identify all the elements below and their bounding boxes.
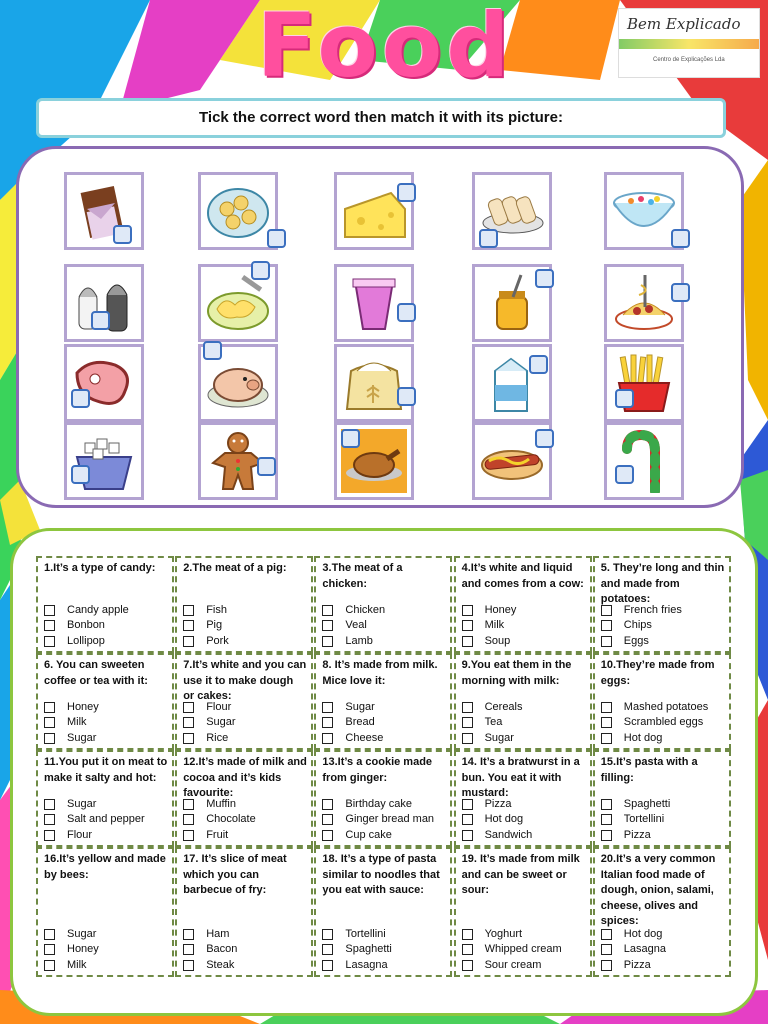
question-text: 5. They’re long and thin and made from potatoes:: [600, 562, 725, 605]
answer-options: [462, 797, 533, 844]
answer-label: Tortellini: [623, 813, 665, 825]
tick-checkbox[interactable]: [183, 929, 194, 940]
answer-label: Sour cream: [484, 958, 542, 971]
answer-options: [44, 700, 99, 747]
question-cell: [36, 750, 174, 847]
answer-option[interactable]: [322, 618, 385, 634]
answer-options: [44, 797, 145, 844]
scrambled-eggs-icon: [205, 271, 271, 335]
answer-label: Hot dog: [623, 731, 663, 744]
tick-checkbox[interactable]: [462, 605, 473, 616]
match-box[interactable]: [71, 389, 90, 408]
tick-checkbox[interactable]: [322, 733, 333, 744]
tick-checkbox[interactable]: [44, 814, 55, 825]
answer-option[interactable]: [322, 958, 391, 974]
tick-checkbox[interactable]: [462, 717, 473, 728]
question-cell: [36, 653, 174, 750]
answer-options: [322, 700, 383, 747]
logo-name: Bem Explicado: [627, 15, 741, 33]
answer-option[interactable]: [44, 731, 99, 747]
logo-stripe: [619, 39, 759, 49]
question-cell: [36, 847, 174, 977]
question-cell: [454, 750, 592, 847]
answer-option[interactable]: [322, 797, 434, 813]
answer-option[interactable]: [601, 715, 708, 731]
tick-checkbox[interactable]: [601, 830, 612, 841]
answer-label: Sugar: [345, 700, 375, 713]
answer-label: Ham: [206, 927, 230, 940]
answer-label: Honey: [67, 700, 99, 713]
question-text: 11.You put it on meat to make it salty and hot:: [44, 756, 168, 784]
cheese-picture: [334, 172, 414, 250]
answer-label: Yoghurt: [484, 927, 523, 940]
answer-options: [44, 603, 129, 650]
answer-option[interactable]: [183, 927, 237, 943]
answer-options: [44, 927, 99, 974]
question-cell: [314, 653, 452, 750]
tick-checkbox[interactable]: [462, 799, 473, 810]
answer-options: [183, 797, 256, 844]
answer-option[interactable]: [601, 927, 666, 943]
tick-checkbox[interactable]: [462, 620, 473, 631]
answer-label: Lasagna: [623, 943, 667, 955]
answer-option[interactable]: [183, 603, 229, 619]
match-box[interactable]: [615, 465, 634, 484]
answer-label: Muffin: [206, 797, 236, 810]
answer-option[interactable]: [44, 828, 145, 844]
tick-checkbox[interactable]: [322, 717, 333, 728]
ravioli-icon: [205, 179, 271, 243]
match-box[interactable]: [341, 429, 360, 448]
answer-options: [601, 797, 670, 844]
answer-option[interactable]: [44, 603, 129, 619]
tick-checkbox[interactable]: [601, 605, 612, 616]
answer-option[interactable]: [322, 700, 383, 716]
french-fries-picture: [604, 344, 684, 422]
answer-options: [601, 927, 666, 974]
question-text: 8. It’s made from milk. Mice love it:: [322, 659, 438, 687]
answer-option[interactable]: [322, 603, 385, 619]
match-box[interactable]: [479, 229, 498, 248]
answer-option[interactable]: [601, 731, 708, 747]
answer-label: Milk: [67, 716, 87, 728]
tick-checkbox[interactable]: [601, 929, 612, 940]
question-text: 6. You can sweeten coffee or tea with it:: [44, 659, 148, 687]
tick-checkbox[interactable]: [322, 929, 333, 940]
answer-label: Flour: [206, 700, 232, 713]
answer-option[interactable]: [183, 797, 256, 813]
answer-label: Veal: [345, 619, 367, 631]
match-box[interactable]: [91, 311, 110, 330]
scrambled-eggs-picture: [198, 264, 278, 342]
tick-checkbox[interactable]: [183, 620, 194, 631]
tick-checkbox[interactable]: [44, 830, 55, 841]
tick-checkbox[interactable]: [601, 702, 612, 713]
answer-option[interactable]: [462, 603, 517, 619]
honey-jar-picture: [472, 264, 552, 342]
question-cell: [314, 750, 452, 847]
flour-sack-picture: [334, 344, 414, 422]
answer-option[interactable]: [44, 618, 129, 634]
tick-checkbox[interactable]: [44, 944, 55, 955]
tick-checkbox[interactable]: [462, 830, 473, 841]
answer-label: Tortellini: [345, 927, 386, 940]
instruction-banner: Tick the correct word then match it with its picture:: [36, 98, 726, 138]
answer-label: Honey: [67, 943, 99, 955]
question-grid: [36, 556, 732, 980]
answer-label: Scrambled eggs: [623, 716, 704, 728]
question-text: 19. It’s made from milk and can be sweet or sour:: [461, 853, 580, 896]
answer-label: Pizza: [623, 828, 651, 841]
pig-picture: [198, 344, 278, 422]
chocolate-bar-picture: [64, 172, 144, 250]
answer-option[interactable]: [462, 942, 562, 958]
answer-label: Soup: [484, 634, 511, 647]
tick-checkbox[interactable]: [322, 799, 333, 810]
answer-option[interactable]: [462, 812, 533, 828]
answer-option[interactable]: [183, 812, 256, 828]
answer-option[interactable]: [183, 958, 237, 974]
match-box[interactable]: [397, 387, 416, 406]
answer-option[interactable]: [322, 927, 391, 943]
answer-options: [601, 603, 682, 650]
answer-label: Ginger bread man: [345, 813, 435, 825]
answer-options: [462, 700, 523, 747]
answer-label: Flour: [67, 828, 93, 841]
answer-label: Sugar: [484, 731, 514, 744]
answer-label: Candy apple: [67, 603, 129, 616]
tick-checkbox[interactable]: [601, 960, 612, 971]
answer-option[interactable]: [183, 731, 235, 747]
logo: [618, 8, 760, 78]
answer-option[interactable]: [462, 634, 517, 650]
answer-label: Sandwich: [484, 828, 533, 841]
answer-label: Salt and pepper: [67, 813, 145, 825]
question-text: 3.The meat of a chicken:: [322, 562, 403, 590]
cereal-bowl-icon: [611, 179, 677, 243]
question-text: 10.They’re made from eggs:: [600, 659, 715, 687]
tick-checkbox[interactable]: [462, 960, 473, 971]
question-text: 20.It’s a very common Italian food made of dough, onion, salami, cheese, olives and spices:: [600, 853, 716, 927]
answer-label: Whipped cream: [484, 943, 562, 955]
match-box[interactable]: [71, 465, 90, 484]
answer-options: [462, 603, 517, 650]
tick-checkbox[interactable]: [322, 830, 333, 841]
tick-checkbox[interactable]: [601, 717, 612, 728]
tick-checkbox[interactable]: [44, 636, 55, 647]
answer-option[interactable]: [44, 958, 99, 974]
answer-label: Spaghetti: [623, 797, 671, 810]
answer-option[interactable]: [601, 812, 670, 828]
question-text: 15.It’s pasta with a filling:: [600, 756, 698, 784]
answer-label: Cup cake: [345, 828, 392, 841]
tick-checkbox[interactable]: [44, 799, 55, 810]
answer-label: Fruit: [206, 828, 229, 841]
tick-checkbox[interactable]: [44, 702, 55, 713]
question-cell: [454, 556, 592, 653]
answer-option[interactable]: [44, 927, 99, 943]
match-box[interactable]: [535, 429, 554, 448]
question-cell: [314, 556, 452, 653]
milk-carton-picture: [472, 344, 552, 422]
question-text: 7.It’s white and you can use it to make dough or cakes:: [183, 659, 307, 702]
answer-option[interactable]: [44, 942, 99, 958]
question-cell: [175, 847, 313, 977]
question-cell: [593, 750, 731, 847]
tick-checkbox[interactable]: [183, 960, 194, 971]
tick-checkbox[interactable]: [322, 636, 333, 647]
tick-checkbox[interactable]: [601, 636, 612, 647]
answer-label: Sugar: [67, 927, 97, 940]
steak-picture: [64, 344, 144, 422]
gingerbread-man-picture: [198, 422, 278, 500]
answer-label: Chicken: [345, 603, 386, 616]
tick-checkbox[interactable]: [322, 620, 333, 631]
tick-checkbox[interactable]: [44, 733, 55, 744]
tick-checkbox[interactable]: [322, 960, 333, 971]
tick-checkbox[interactable]: [183, 605, 194, 616]
answer-label: Sugar: [67, 797, 97, 810]
match-box[interactable]: [267, 229, 286, 248]
answer-option[interactable]: [462, 700, 523, 716]
tick-checkbox[interactable]: [183, 814, 194, 825]
flour-sack-icon: [341, 351, 407, 415]
tick-checkbox[interactable]: [183, 830, 194, 841]
answer-option[interactable]: [462, 731, 523, 747]
answer-options: [322, 797, 434, 844]
question-cell: [36, 556, 174, 653]
answer-option[interactable]: [44, 634, 129, 650]
answer-option[interactable]: [183, 618, 229, 634]
answer-option[interactable]: [601, 942, 666, 958]
match-box[interactable]: [257, 457, 276, 476]
answer-label: Hot dog: [623, 927, 663, 940]
answer-option[interactable]: [322, 812, 434, 828]
logo-tagline: Centro de Explicações Lda: [653, 57, 725, 63]
answer-label: Hot dog: [484, 813, 524, 825]
yoghurt-picture: [334, 264, 414, 342]
spaghetti-icon: [611, 271, 677, 335]
question-cell: [175, 750, 313, 847]
tick-checkbox[interactable]: [44, 605, 55, 616]
answer-option[interactable]: [601, 797, 670, 813]
answer-option[interactable]: [322, 715, 383, 731]
answer-options: [322, 603, 385, 650]
tick-checkbox[interactable]: [183, 702, 194, 713]
question-text: 17. It’s slice of meat which you can barbecue of fry:: [183, 853, 287, 896]
tick-checkbox[interactable]: [183, 799, 194, 810]
answer-label: Bonbon: [67, 619, 105, 631]
answer-options: [322, 927, 391, 974]
pig-icon: [205, 351, 271, 415]
question-text: 14. It’s a bratwurst in a bun. You eat it with mustard:: [461, 756, 580, 799]
tick-checkbox[interactable]: [601, 620, 612, 631]
tick-checkbox[interactable]: [44, 620, 55, 631]
tick-checkbox[interactable]: [462, 702, 473, 713]
answer-label: Milk: [67, 958, 87, 971]
question-text: 9.You eat them in the morning with milk:: [461, 659, 572, 687]
tick-checkbox[interactable]: [462, 944, 473, 955]
answer-label: Steak: [206, 958, 235, 971]
answer-label: Pizza: [623, 958, 651, 971]
salt-and-pepper-picture: [64, 264, 144, 342]
tick-checkbox[interactable]: [462, 636, 473, 647]
question-text: 18. It’s a type of pasta similar to noodles that you eat with sauce:: [322, 853, 440, 896]
answer-label: Rice: [206, 731, 229, 744]
answer-option[interactable]: [44, 700, 99, 716]
answer-option[interactable]: [322, 634, 385, 650]
tick-checkbox[interactable]: [183, 944, 194, 955]
answer-option[interactable]: [601, 634, 682, 650]
tick-checkbox[interactable]: [601, 799, 612, 810]
answer-option[interactable]: [601, 700, 708, 716]
match-box[interactable]: [251, 261, 270, 280]
tick-checkbox[interactable]: [183, 717, 194, 728]
answer-option[interactable]: [44, 812, 145, 828]
tick-checkbox[interactable]: [322, 605, 333, 616]
question-cell: [175, 653, 313, 750]
cereal-bowl-picture: [604, 172, 684, 250]
answer-label: Tea: [484, 716, 503, 728]
answer-option[interactable]: [462, 958, 562, 974]
answer-label: Pork: [206, 634, 229, 647]
answer-option[interactable]: [44, 715, 99, 731]
tick-checkbox[interactable]: [462, 929, 473, 940]
tick-checkbox[interactable]: [183, 636, 194, 647]
question-text: 4.It’s white and liquid and comes from a cow:: [461, 562, 584, 590]
hot-dog-picture: [472, 422, 552, 500]
answer-label: Sugar: [206, 716, 236, 728]
answer-label: Sugar: [67, 731, 97, 744]
answer-option[interactable]: [462, 797, 533, 813]
question-cell: [593, 556, 731, 653]
answer-options: [601, 700, 708, 747]
answer-options: [183, 927, 237, 974]
question-cell: [593, 653, 731, 750]
sugar-bowl-picture: [64, 422, 144, 500]
question-cell: [314, 847, 452, 977]
tick-checkbox[interactable]: [183, 733, 194, 744]
tick-checkbox[interactable]: [322, 814, 333, 825]
answer-options: [183, 700, 235, 747]
tick-checkbox[interactable]: [44, 717, 55, 728]
answer-option[interactable]: [183, 715, 235, 731]
answer-option[interactable]: [322, 828, 434, 844]
answer-option[interactable]: [462, 927, 562, 943]
answer-label: Milk: [484, 619, 505, 631]
bread-picture: [472, 172, 552, 250]
answer-option[interactable]: [462, 618, 517, 634]
match-box[interactable]: [397, 303, 416, 322]
match-box[interactable]: [203, 341, 222, 360]
answer-option[interactable]: [44, 797, 145, 813]
answer-option[interactable]: [462, 715, 523, 731]
tick-checkbox[interactable]: [601, 814, 612, 825]
question-text: 12.It’s made of milk and cocoa and it’s kids favourite:: [183, 756, 307, 799]
answer-label: Lamb: [345, 634, 373, 647]
match-box[interactable]: [671, 229, 690, 248]
tick-checkbox[interactable]: [601, 733, 612, 744]
roast-chicken-picture: [334, 422, 414, 500]
match-box[interactable]: [397, 183, 416, 202]
answer-label: Spaghetti: [345, 943, 392, 955]
answer-label: Cereals: [484, 700, 523, 713]
answer-label: Pig: [206, 619, 223, 631]
candy-cane-picture: [604, 422, 684, 500]
answer-label: Birthday cake: [345, 797, 413, 810]
match-box[interactable]: [671, 283, 690, 302]
tick-checkbox[interactable]: [462, 814, 473, 825]
answer-label: Cheese: [345, 731, 384, 744]
answer-option[interactable]: [183, 634, 229, 650]
answer-option[interactable]: [601, 618, 682, 634]
answer-label: Honey: [484, 603, 517, 616]
question-cell: [593, 847, 731, 977]
answer-label: Chips: [623, 619, 652, 631]
question-text: 16.It’s yellow and made by bees:: [44, 853, 166, 881]
answer-label: Lasagna: [345, 958, 388, 971]
answer-option[interactable]: [183, 700, 235, 716]
answer-option[interactable]: [601, 958, 666, 974]
answer-options: [462, 927, 562, 974]
question-cell: [175, 556, 313, 653]
answer-label: French fries: [623, 603, 682, 616]
answer-options: [183, 603, 229, 650]
answer-label: Bacon: [206, 943, 238, 955]
question-cell: [454, 847, 592, 977]
answer-option[interactable]: [183, 942, 237, 958]
tick-checkbox[interactable]: [601, 944, 612, 955]
match-box[interactable]: [615, 389, 634, 408]
answer-label: Chocolate: [206, 813, 256, 825]
tick-checkbox[interactable]: [44, 960, 55, 971]
answer-option[interactable]: [601, 828, 670, 844]
question-cell: [454, 653, 592, 750]
tick-checkbox[interactable]: [44, 929, 55, 940]
question-text: 13.It’s a cookie made from ginger:: [322, 756, 433, 784]
answer-label: Pizza: [484, 797, 512, 810]
answer-label: Mashed potatoes: [623, 700, 709, 713]
answer-label: Lollipop: [67, 634, 105, 647]
answer-label: Bread: [345, 716, 375, 728]
ravioli-picture: [198, 172, 278, 250]
tick-checkbox[interactable]: [462, 733, 473, 744]
tick-checkbox[interactable]: [322, 944, 333, 955]
question-text: 1.It’s a type of candy:: [44, 562, 156, 574]
spaghetti-picture: [604, 264, 684, 342]
answer-label: Fish: [206, 603, 227, 616]
match-box[interactable]: [113, 225, 132, 244]
match-box[interactable]: [529, 355, 548, 374]
answer-option[interactable]: [183, 828, 256, 844]
question-text: 2.The meat of a pig:: [183, 562, 287, 574]
answer-option[interactable]: [462, 828, 533, 844]
page-title: Food: [256, 0, 514, 97]
answer-option[interactable]: [322, 942, 391, 958]
answer-label: Eggs: [623, 634, 649, 647]
answer-option[interactable]: [322, 731, 383, 747]
tick-checkbox[interactable]: [322, 702, 333, 713]
yoghurt-icon: [341, 271, 407, 335]
match-box[interactable]: [535, 269, 554, 288]
answer-option[interactable]: [601, 603, 682, 619]
